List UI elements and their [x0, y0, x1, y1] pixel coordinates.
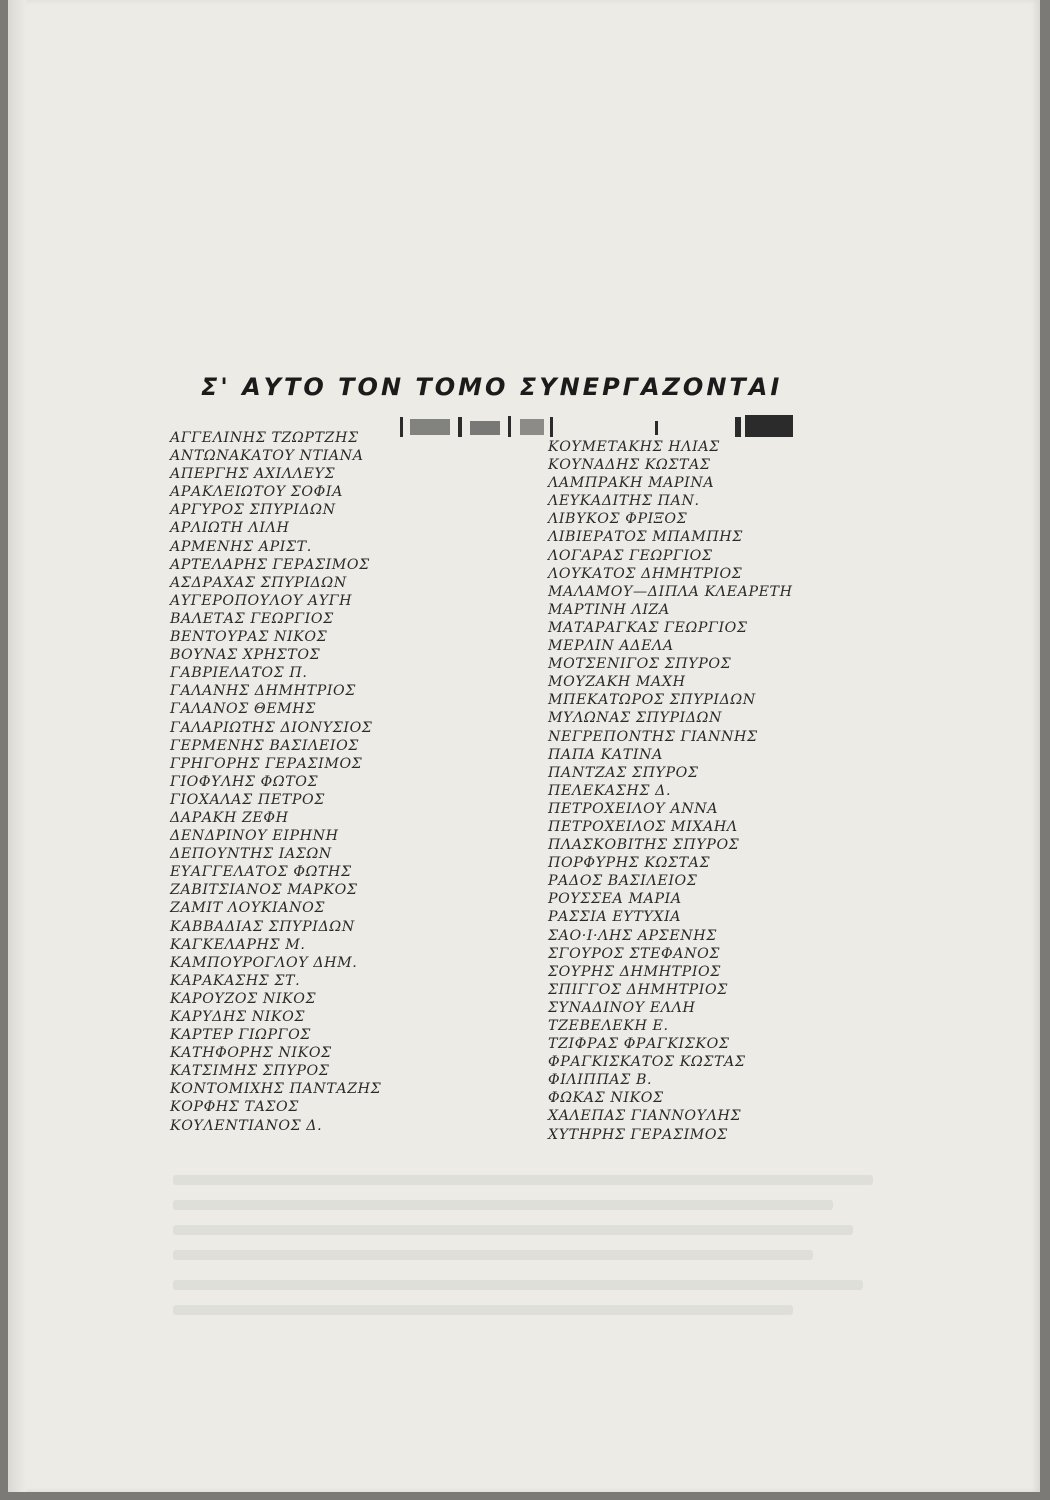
document-page	[8, 0, 1040, 1492]
contributor-name: ΛΙΒΙΕΡΑΤΟΣ ΜΠΑΜΠΗΣ	[548, 529, 743, 546]
contributor-name: ΣΟΥΡΗΣ ΔΗΜΗΤΡΙΟΣ	[548, 963, 721, 980]
decorative-ink-mark	[400, 413, 795, 439]
contributor-name: ΚΑΡΤΕΡ ΓΙΩΡΓΟΣ	[170, 1027, 311, 1044]
contributor-name: ΣΥΝΑΔΙΝΟΥ ΕΛΛΗ	[548, 999, 696, 1016]
contributor-name: ΣΑΟ·Ι·ΛΗΣ ΑΡΣΕΝΗΣ	[548, 927, 717, 944]
page-heading: Σ' ΑΥΤΟ ΤΟΝ ΤΟΜΟ ΣΥΝΕΡΓΑΖΟΝΤΑΙ	[201, 373, 783, 401]
contributor-name: ΑΡΛΙΩΤΗ ΛΙΛΗ	[170, 520, 290, 537]
contributor-name: ΣΓΟΥΡΟΣ ΣΤΕΦΑΝΟΣ	[548, 945, 720, 962]
contributor-name: ΜΥΛΩΝΑΣ ΣΠΥΡΙΔΩΝ	[548, 710, 723, 727]
contributor-name: ΣΠΙΓΓΟΣ ΔΗΜΗΤΡΙΟΣ	[548, 981, 728, 998]
contributor-name: ΚΑΒΒΑΔΙΑΣ ΣΠΥΡΙΔΩΝ	[170, 918, 355, 935]
show-through-line	[173, 1305, 793, 1315]
contributor-name: ΦΙΛΙΠΠΑΣ Β.	[548, 1072, 653, 1089]
contributor-name: ΚΟΡΦΗΣ ΤΑΣΟΣ	[170, 1099, 299, 1116]
contributor-name: ΛΟΥΚΑΤΟΣ ΔΗΜΗΤΡΙΟΣ	[548, 565, 743, 582]
contributor-name: ΜΟΥΖΑΚΗ ΜΑΧΗ	[548, 674, 686, 691]
contributor-name: ΦΩΚΑΣ ΝΙΚΟΣ	[548, 1090, 664, 1107]
contributor-name: ΓΑΛΑΝΟΣ ΘΕΜΗΣ	[170, 701, 316, 718]
contributor-name: ΑΓΓΕΛΙΝΗΣ ΤΖΩΡΤΖΗΣ	[170, 430, 359, 446]
contributor-name: ΔΕΝΔΡΙΝΟΥ ΕΙΡΗΝΗ	[170, 828, 339, 845]
contributor-name: ΑΡΓΥΡΟΣ ΣΠΥΡΙΔΩΝ	[170, 502, 336, 519]
contributor-name: ΕΥΑΓΓΕΛΑΤΟΣ ΦΩΤΗΣ	[170, 864, 352, 881]
contributor-name: ΑΡΜΕΝΗΣ ΑΡΙΣΤ.	[170, 538, 312, 555]
contributor-name: ΑΠΕΡΓΗΣ ΑΧΙΛΛΕΥΣ	[170, 466, 336, 483]
contributor-name: ΚΑΡΥΔΗΣ ΝΙΚΟΣ	[170, 1009, 305, 1025]
show-through-line	[173, 1225, 853, 1235]
contributor-name: ΑΝΤΩΝΑΚΑΤΟΥ ΝΤΙΑΝΑ	[170, 448, 364, 465]
contributor-name: ΠΛΑΣΚΟΒΙΤΗΣ ΣΠΥΡΟΣ	[548, 837, 740, 854]
contributor-name: ΠΑΝΤΖΑΣ ΣΠΥΡΟΣ	[548, 764, 699, 781]
contributor-name: ΓΕΡΜΕΝΗΣ ΒΑΣΙΛΕΙΟΣ	[170, 737, 359, 754]
show-through-line	[173, 1280, 863, 1290]
contributor-name: ΔΑΡΑΚΗ ΖΕΦΗ	[170, 809, 289, 826]
contributor-name: ΒΑΛΕΤΑΣ ΓΕΩΡΓΙΟΣ	[170, 610, 334, 627]
contributor-name: ΖΑΜΙΤ ΛΟΥΚΙΑΝΟΣ	[170, 900, 325, 917]
contributor-name: ΧΑΛΕΠΑΣ ΓΙΑΝΝΟΥΛΗΣ	[548, 1108, 742, 1125]
contributor-name: ΜΠΕΚΑΤΩΡΟΣ ΣΠΥΡΙΔΩΝ	[548, 692, 756, 709]
contributor-name: ΑΡΤΕΛΑΡΗΣ ΓΕΡΑΣΙΜΟΣ	[170, 556, 370, 573]
contributor-name: ΓΑΛΑΝΗΣ ΔΗΜΗΤΡΙΟΣ	[170, 683, 356, 700]
contributor-name: ΝΕΓΡΕΠΟΝΤΗΣ ΓΙΑΝΝΗΣ	[548, 728, 758, 745]
contributor-name: ΚΑΤΣΙΜΗΣ ΣΠΥΡΟΣ	[170, 1063, 330, 1080]
show-through-line	[173, 1200, 833, 1210]
contributors-list-right	[548, 438, 793, 1144]
contributor-name: ΚΑΤΗΦΟΡΗΣ ΝΙΚΟΣ	[170, 1045, 332, 1062]
contributor-name: ΠΕΛΕΚΑΣΗΣ Δ.	[548, 782, 672, 799]
contributor-name: ΡΑΔΟΣ ΒΑΣΙΛΕΙΟΣ	[548, 873, 698, 890]
contributors-list-left	[170, 429, 381, 1135]
contributor-name: ΒΟΥΝΑΣ ΧΡΗΣΤΟΣ	[170, 647, 321, 664]
contributor-name: ΓΑΒΡΙΕΛΑΤΟΣ Π.	[170, 665, 308, 682]
show-through-line	[173, 1250, 813, 1260]
page-spine-shadow	[8, 0, 26, 1492]
contributor-name: ΤΖΕΒΕΛΕΚΗ Ε.	[548, 1018, 669, 1034]
contributor-name: ΜΑΤΑΡΑΓΚΑΣ ΓΕΩΡΓΙΟΣ	[548, 619, 748, 636]
contributor-name: ΠΟΡΦΥΡΗΣ ΚΩΣΤΑΣ	[548, 855, 711, 872]
contributor-name: ΑΡΑΚΛΕΙΩΤΟΥ ΣΟΦΙΑ	[170, 484, 343, 501]
contributor-name: ΚΑΡΑΚΑΣΗΣ ΣΤ.	[170, 972, 301, 989]
contributor-name: ΚΑΡΟΥΖΟΣ ΝΙΚΟΣ	[170, 990, 317, 1007]
contributor-name: ΜΕΡΛΙΝ ΑΔΕΛΑ	[548, 638, 674, 655]
contributor-name: ΠΑΠΑ ΚΑΤΙΝΑ	[548, 746, 663, 763]
contributor-name: ΡΟΥΣΣΕΑ ΜΑΡΙΑ	[548, 891, 682, 908]
contributor-name: ΛΟΓΑΡΑΣ ΓΕΩΡΓΙΟΣ	[548, 547, 713, 564]
contributor-name: ΚΟΥΜΕΤΑΚΗΣ ΗΛΙΑΣ	[548, 439, 720, 455]
contributor-name: ΠΕΤΡΟΧΕΙΛΟΥ ΑΝΝΑ	[548, 800, 719, 817]
contributor-name: ΛΕΥΚΑΔΙΤΗΣ ΠΑΝ.	[548, 493, 700, 510]
show-through-line	[173, 1175, 873, 1185]
contributor-name: ΚΟΥΛΕΝΤΙΑΝΟΣ Δ.	[170, 1117, 323, 1134]
contributor-name: ΚΟΝΤΟΜΙΧΗΣ ΠΑΝΤΑΖΗΣ	[170, 1081, 382, 1098]
contributor-name: ΑΣΔΡΑΧΑΣ ΣΠΥΡΙΔΩΝ	[170, 574, 347, 591]
contributor-name: ΓΡΗΓΟΡΗΣ ΓΕΡΑΣΙΜΟΣ	[170, 755, 363, 772]
contributor-name: ΚΑΓΚΕΛΑΡΗΣ Μ.	[170, 936, 306, 953]
contributor-name: ΡΑΣΣΙΑ ΕΥΤΥΧΙΑ	[548, 909, 682, 926]
contributor-name: ΓΑΛΑΡΙΩΤΗΣ ΔΙΟΝΥΣΙΟΣ	[170, 719, 373, 736]
contributor-name: ΛΙΒΥΚΟΣ ΦΡΙΞΟΣ	[548, 511, 688, 528]
contributor-name: ΓΙΟΦΥΛΗΣ ΦΩΤΟΣ	[170, 773, 319, 790]
contributor-name: ΜΑΛΑΜΟΥ—ΔΙΠΛΑ ΚΛΕΑΡΕΤΗ	[548, 583, 793, 600]
contributor-name: ΑΥΓΕΡΟΠΟΥΛΟΥ ΑΥΓΗ	[170, 592, 353, 609]
contributor-name: ΠΕΤΡΟΧΕΙΛΟΣ ΜΙΧΑΗΛ	[548, 818, 738, 835]
contributor-name: ΚΑΜΠΟΥΡΟΓΛΟΥ ΔΗΜ.	[170, 954, 358, 971]
contributor-name: ΖΑΒΙΤΣΙΑΝΟΣ ΜΑΡΚΟΣ	[170, 882, 358, 899]
contributor-name: ΔΕΠΟΥΝΤΗΣ ΙΑΣΩΝ	[170, 846, 332, 863]
contributor-name: ΤΖΙΦΡΑΣ ΦΡΑΓΚΙΣΚΟΣ	[548, 1036, 730, 1053]
contributor-name: ΒΕΝΤΟΥΡΑΣ ΝΙΚΟΣ	[170, 629, 328, 646]
contributor-name: ΦΡΑΓΚΙΣΚΑΤΟΣ ΚΩΣΤΑΣ	[548, 1054, 746, 1071]
contributor-name: ΚΟΥΝΑΔΗΣ ΚΩΣΤΑΣ	[548, 457, 711, 474]
contributor-name: ΓΙΟΧΑΛΑΣ ΠΕΤΡΟΣ	[170, 791, 325, 808]
contributor-name: ΧΥΤΗΡΗΣ ΓΕΡΑΣΙΜΟΣ	[548, 1126, 728, 1143]
contributor-name: ΛΑΜΠΡΑΚΗ ΜΑΡΙΝΑ	[548, 475, 715, 492]
contributor-name: ΜΑΡΤΙΝΗ ΛΙΖΑ	[548, 601, 670, 618]
contributor-name: ΜΟΤΣΕΝΙΓΟΣ ΣΠΥΡΟΣ	[548, 656, 732, 673]
